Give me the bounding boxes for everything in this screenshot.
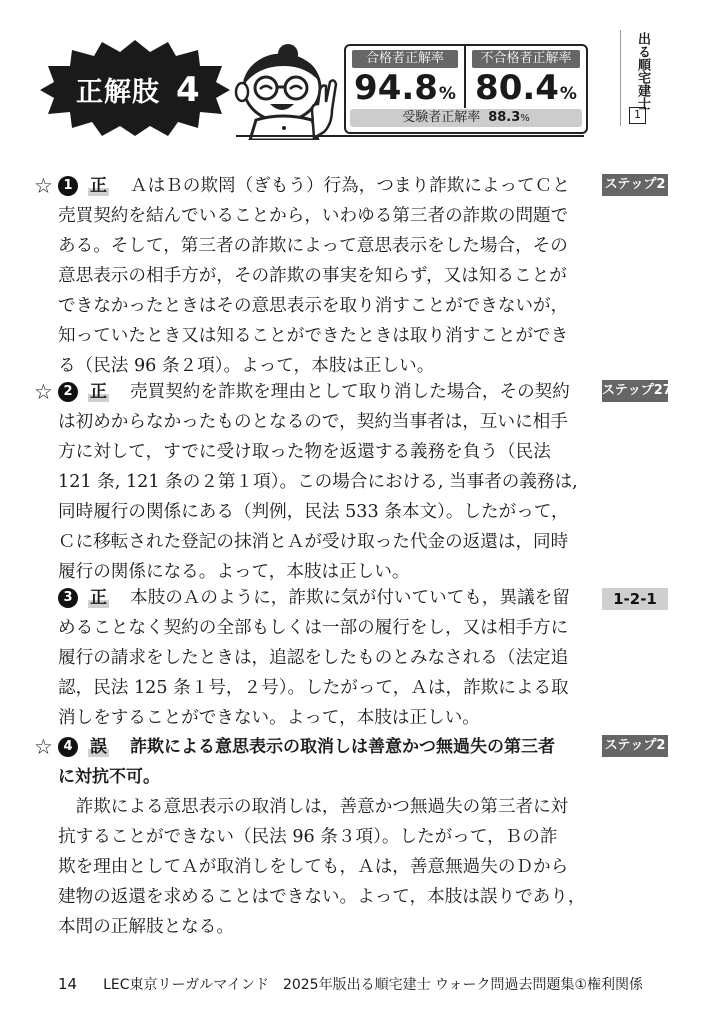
fail-rate-value (466, 68, 586, 114)
overall-rate-number: 88.3 (488, 110, 521, 125)
answer-label-text: 正解肢 (76, 77, 160, 108)
body-line: Ｃに移転された登記の抹消とＡが受け取った代金の返還は，同時 (58, 532, 569, 552)
correct-rate-panel (344, 44, 588, 134)
body-line: 同時履行の関係にある（判例，民法 533 条本文）。したがって， (58, 502, 569, 522)
choice-head-text: ＡはＢの欺罔（ぎもう）行為，つまり詐欺によってＣと (130, 176, 570, 196)
fail-rate-unit: % (559, 84, 577, 104)
pass-rate-column (346, 46, 466, 108)
choice-item-1 (34, 171, 583, 381)
pass-rate-unit: % (438, 84, 456, 104)
choice-head-text: 売買契約を詐欺を理由として取り消した場合，その契約 (130, 382, 570, 402)
body-line: 欺を理由としてＡが取消しをしても，Ａは，善意無過失のＤから (58, 857, 569, 877)
book-volume-box: 1 (629, 107, 646, 124)
header-underline (236, 135, 584, 137)
choice-head-line (34, 171, 583, 201)
footer-publication-text: LEC東京リーガルマインド 2025年版出る順宅建士 ウォーク問過去問題集①権利関係 (103, 977, 644, 993)
page-number: 14 (58, 975, 78, 993)
body-line: 方に対して，すでに受け取った物を返還する義務を負う（民法 (58, 442, 551, 462)
choice-item-4 (34, 732, 586, 942)
choice-item-3 (38, 583, 583, 733)
overall-rate-label: 受験者正解率 (402, 110, 481, 125)
mascot-illustration (226, 40, 342, 140)
verdict-mark: 正 (90, 171, 107, 201)
answer-number: 4 (176, 70, 201, 110)
body-line: 本問の正解肢となる。 (58, 917, 234, 937)
body-line: 121 条, 121 条の２第１項）。この場合における, 当事者の義務は, (58, 472, 578, 492)
verdict-mark: 正 (90, 377, 107, 407)
choice-head-line (38, 583, 583, 613)
book-series-label: 出る順宅建士 (635, 32, 650, 110)
fail-rate-column (466, 46, 586, 108)
body-line: 履行の関係になる。よって，本肢は正しい。 (58, 562, 410, 582)
verdict-mark: 誤 (90, 732, 107, 762)
step-reference-tag: ステップ2 (602, 174, 668, 196)
choice-head-text: 本肢のＡのように，詐欺に気が付いていても，異議を留 (130, 588, 570, 608)
fail-rate-label: 不合格者正解率 (472, 50, 580, 68)
body-line: 意思表示の相手方が，その詐欺の事実を知らず，又は知ることが (58, 266, 567, 286)
choice-number-badge: 2 (58, 382, 78, 402)
body-line-bold: に対抗不可。 (58, 767, 160, 787)
answer-label (76, 70, 201, 110)
step-reference-tag: ステップ2 (602, 735, 668, 757)
side-divider (620, 30, 621, 126)
choice-number-badge: 1 (58, 176, 78, 196)
choice-head-line (34, 377, 583, 407)
body-line: 履行の請求をしたときは，追認をしたものとみなされる（法定追 (58, 648, 569, 668)
choice-number-badge: 4 (58, 737, 78, 757)
star-icon: ☆ (34, 174, 53, 198)
body-line: る（民法 96 条２項）。よって，本肢は正しい。 (58, 356, 435, 376)
body-line: めることなく契約の全部もしくは一部の履行をし，又は相手方に (58, 618, 569, 638)
verdict-mark: 正 (90, 583, 107, 613)
choice-item-2 (34, 377, 583, 587)
body-line: 消しをすることができない。よって，本肢は正しい。 (58, 708, 480, 728)
body-line: は初めからなかったものとなるので，契約当事者は，互いに相手 (58, 412, 568, 432)
pass-rate-label: 合格者正解率 (352, 50, 458, 68)
choice-head-line (34, 732, 583, 762)
star-icon: ☆ (34, 735, 53, 759)
star-icon: ☆ (34, 380, 53, 404)
page-footer (58, 974, 658, 994)
choice-number-badge: 3 (58, 588, 78, 608)
body-line: 詐欺による意思表示の取消しは，善意かつ無過失の第三者に対 (58, 797, 569, 817)
body-line: 売買契約を結んでいることから，いわゆる第三者の詐欺の問題で (58, 206, 569, 226)
body-line: 建物の返還を求めることはできない。よって，本肢は誤りであり， (58, 887, 586, 907)
answer-header (0, 0, 720, 150)
pass-rate-number: 94.8 (354, 68, 438, 108)
overall-rate-unit: % (520, 113, 530, 124)
overall-rate-bar (350, 109, 582, 127)
body-line: できなかったときはその意思表示を取り消すことができないが， (58, 296, 569, 316)
body-line: ある。そして，第三者の詐欺によって意思表示をした場合，その (58, 236, 568, 256)
section-reference-tag: 1-2-1 (602, 588, 668, 610)
body-line: 認，民法 125 条１号，２号）。したがって，Ａは，詐欺による取 (58, 678, 569, 698)
fail-rate-number: 80.4 (475, 68, 559, 108)
body-line: 抗することができない（民法 96 条３項）。したがって，Ｂの詐 (58, 827, 558, 847)
body-line: 知っていたとき又は知ることができたときは取り消すことができ (58, 326, 569, 346)
step-reference-tag: ステップ27 (602, 380, 668, 402)
pass-rate-value (346, 68, 464, 114)
choice-head-text: 詐欺による意思表示の取消しは善意かつ無過失の第三者 (130, 737, 555, 757)
